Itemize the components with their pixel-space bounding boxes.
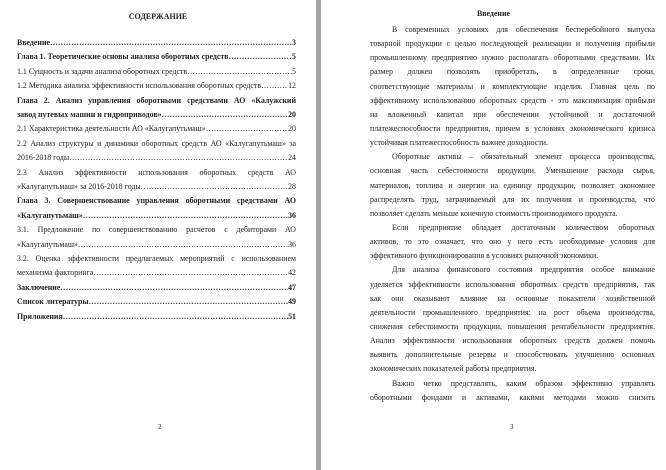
paragraph-line: материалов, топлива и энергии на единицу продукции, позволяет экономнее	[370, 180, 655, 190]
toc-entry-title: Приложения	[17, 311, 63, 321]
toc-title: СОДЕРЖАНИЕ	[128, 12, 188, 21]
dot-leader	[60, 281, 288, 295]
dot-leader	[63, 310, 288, 324]
toc-entry-page: 51	[288, 311, 296, 321]
toc-entry-page: 28	[288, 182, 296, 192]
toc-entry-title: 2016-2018 годы	[17, 153, 70, 163]
toc-entry-page: 24	[288, 153, 296, 163]
dot-leader	[141, 180, 288, 194]
toc-entry[interactable]	[17, 281, 296, 295]
toc-entry[interactable]	[17, 180, 296, 194]
toc-entry[interactable]	[17, 108, 296, 122]
toc-entry[interactable]	[17, 266, 296, 280]
toc-entry-title: 2.1 Характеристика деятельности АО «Калугапутьмаш»	[17, 124, 206, 134]
toc-entry[interactable]	[17, 79, 296, 93]
toc-entry-line[interactable]: 3.1. Предложение по совершенствованию расчетов с дебиторами АО	[17, 225, 296, 235]
toc-entry-title: Список литературы	[17, 297, 89, 307]
page-3	[321, 0, 666, 470]
paragraph-line: экономических показателей работы предприятия.	[370, 364, 537, 374]
dot-leader	[229, 50, 293, 64]
toc-entry-page: 20	[288, 124, 296, 134]
paragraph-line: деятельности промышленного предприятия: на рост объема производства,	[370, 307, 655, 317]
dot-leader	[261, 79, 288, 93]
dot-leader	[89, 295, 289, 309]
toc-entry-title: Глава 1. Теоретические основы анализа оборотных средств	[17, 52, 229, 62]
paragraph-line: соответствующие материалы и комплектующие изделия. Главная цель по	[370, 81, 655, 91]
toc-entry[interactable]	[17, 36, 296, 50]
toc-entry[interactable]	[17, 238, 296, 252]
paragraph-line: выявить дополнительные резервы и способствовать улучшению основных	[370, 350, 655, 360]
toc-entry[interactable]	[17, 50, 296, 64]
toc-entry[interactable]	[17, 209, 296, 223]
toc-entry-title: «Калугапутьмаш»	[17, 210, 83, 220]
toc-entry-title: 1.2 Методика анализа эффективности использования оборотных средств	[17, 81, 262, 91]
toc-entry-page: 5	[292, 66, 296, 76]
dot-leader	[206, 122, 288, 136]
dot-leader	[93, 266, 288, 280]
toc-entry-page: 3	[292, 38, 296, 47]
dot-leader	[69, 151, 288, 165]
table-of-contents	[17, 36, 296, 324]
paragraph-line: эффективного функционирования в условиях рыночной экономики.	[370, 251, 599, 261]
toc-entry[interactable]	[17, 122, 296, 136]
paragraph-line: эффективному использованию оборотных средств - это максимизация прибыли	[370, 95, 655, 105]
toc-entry-title: «Калугапутьмаш»	[17, 239, 78, 249]
toc-entry-line[interactable]: Глава 3. Совершенствование управления оборотными средствами АО	[17, 196, 296, 206]
paragraph-line: В современных условиях для обеспечения бесперебойного выпуска	[392, 25, 655, 34]
toc-entry-page: 36	[288, 239, 296, 249]
paragraph-line: Для анализа финансового состояния предприятия особое внимание	[392, 265, 655, 275]
page-number: 2	[158, 423, 162, 431]
toc-entry-line[interactable]: 3.2. Оценка эффективности предлагаемых мероприятий с использованием	[17, 254, 296, 264]
toc-entry[interactable]	[17, 310, 296, 324]
paragraph-line: размер должен позволять приобретать, в определенные сроки,	[370, 67, 655, 77]
toc-entry-page: 47	[288, 282, 296, 292]
section-heading: Введение	[476, 9, 510, 18]
paragraph-line: активов, то это означает, что оно у него есть необходимые условия для	[370, 237, 655, 247]
toc-entry-title: «Калугапутьмаш» за 2016-2018 годы	[17, 182, 141, 192]
paragraph-line: промышленному предприятию нужно располагать оборотными средствами. Их	[370, 53, 655, 63]
paragraph-line: платежеспособности предприятия, причем в условиях экономического кризиса	[370, 123, 655, 133]
paragraph-line: позволяет сделать меньше конечную стоимость производимого продукта.	[370, 208, 618, 218]
dot-leader	[83, 209, 288, 223]
paragraph-line: товарной продукции с целью последующей реализации и получения прибыли	[370, 39, 655, 49]
paragraph-line: снижения себестоимости продукции, повышения рентабельности предприятия.	[370, 321, 655, 331]
toc-entry-title: 1.1 Сущность и задачи анализа оборотных средств	[17, 66, 188, 76]
toc-entry-page: 20	[288, 110, 296, 120]
body-text	[370, 23, 655, 405]
toc-entry[interactable]	[17, 151, 296, 165]
paragraph-line: оборотными фондами и активами, какими методами можно снизить	[370, 392, 655, 402]
toc-entry-page: 5	[292, 52, 296, 62]
paragraph-line: Оборотные активы – обязательный элемент процесса производства,	[392, 152, 655, 162]
paragraph-line: Анализ эффективности использования оборотных средств должен помочь	[370, 336, 655, 346]
paragraph-line: Если предприятие обладает достаточным количеством оборотных	[392, 222, 655, 232]
toc-entry-page: 49	[288, 297, 296, 307]
dot-leader	[187, 65, 292, 79]
toc-entry-page: 36	[288, 210, 296, 220]
toc-entry-title: механизма факторинга	[17, 268, 94, 278]
paragraph-line: распределять труд, затрачиваемый для их получения и производства, что	[370, 194, 655, 204]
toc-entry-line[interactable]: 2.3 Анализ эффективности использования оборотных средств АО	[17, 167, 296, 177]
dot-leader	[78, 238, 288, 252]
paragraph-line: как они оказывают влияние на основные показатели хозяйственной	[370, 293, 655, 303]
dot-leader	[162, 108, 289, 122]
toc-entry-title: завод путевых машин и гидроприводов»	[17, 110, 162, 120]
toc-entry-line[interactable]: 2.2 Анализ структуры и динамики оборотных средств АО «Калугапутьмаш» за	[17, 138, 296, 148]
paragraph-line: уделяется эффективности использования оборотных средств предприятия, так	[370, 279, 655, 289]
paragraph-line: основная часть себестоимости продукции. Уменьшение расхода сырья,	[370, 166, 655, 176]
paragraph-line: устойчивая платежеспособность важнее доходности.	[370, 138, 548, 148]
toc-entry[interactable]	[17, 65, 296, 79]
toc-entry-page: 12	[288, 81, 296, 91]
toc-entry-title: Введение	[17, 38, 51, 47]
toc-entry[interactable]	[17, 295, 296, 309]
toc-entry-line[interactable]: Глава 2. Анализ управления оборотными средствами АО «Калужский	[17, 95, 296, 105]
page-number: 3	[510, 423, 514, 431]
paragraph-line: Важно четко представлять, каким образом эффективно управлять	[392, 378, 655, 388]
page-2	[0, 0, 316, 470]
toc-entry-title: Заключение	[17, 282, 61, 292]
paragraph-line: на вложенный капитал при обеспечении устойчивой и достаточной	[370, 109, 655, 119]
dot-leader	[50, 36, 292, 50]
toc-entry-page: 42	[288, 268, 296, 278]
